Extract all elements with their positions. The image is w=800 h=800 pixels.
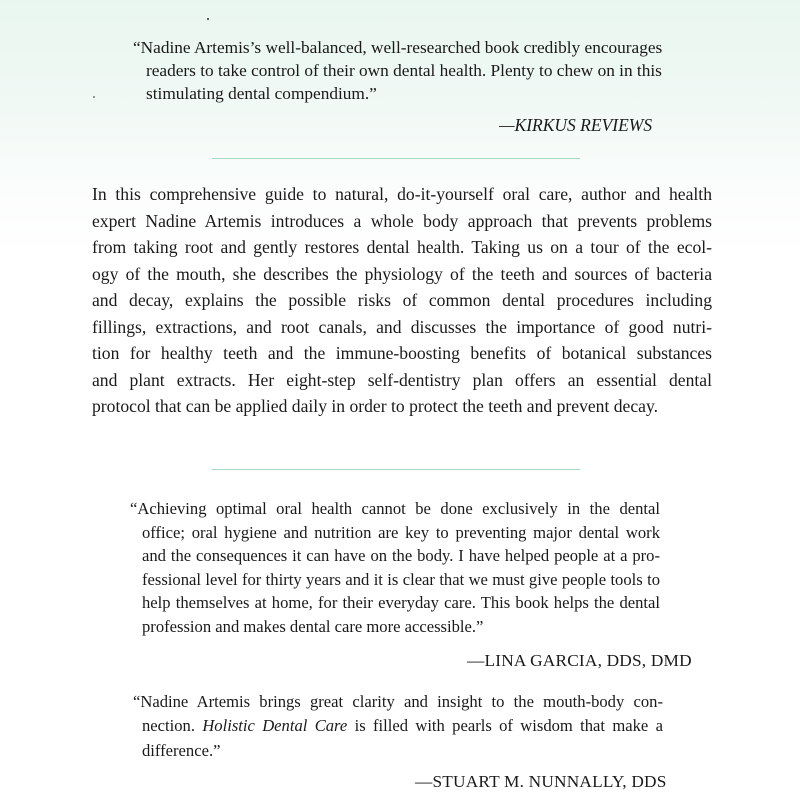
- description-line: from taking root and gently restores dental health. Taking us on a tour of the ecol-: [92, 237, 712, 257]
- endorsement-line: “Nadine Artemis brings great clarity and insight to the mouth-body con-: [133, 692, 663, 711]
- quote-line: “Nadine Artemis’s well-balanced, well-researched book credibly encourages: [133, 38, 663, 57]
- endorsement-line: profession and makes dental care more accessible.”: [142, 616, 484, 636]
- description-line: In this comprehensive guide to natural, do-it-yourself oral care, author and health: [92, 184, 712, 204]
- nunnally-attribution: —STUART M. NUNNALLY, DDS: [415, 772, 667, 791]
- quote-line: stimulating dental compendium.”: [146, 84, 377, 103]
- endorsement-line: and the consequences it can have on the body. I have helped people at a pro-: [142, 546, 660, 566]
- endorsement-line: office; oral hygiene and nutrition are key to preventing major dental work: [142, 522, 660, 542]
- book-description: [92, 181, 712, 420]
- endorsement-line: [133, 714, 663, 738]
- endorsement-line: help themselves at home, for their everyday care. This book helps the dental: [142, 593, 660, 613]
- divider-middle: [212, 469, 580, 470]
- description-line: fillings, extractions, and root canals, and discusses the importance of good nutri-: [92, 316, 712, 337]
- endorsement-text: is filled with pearls of wisdom that make a: [347, 716, 663, 736]
- description-line: expert Nadine Artemis introduces a whole body approach that prevents problems: [92, 210, 712, 231]
- endorsement-line: fessional level for thirty years and it is clear that we must give people tools to: [142, 569, 660, 589]
- nunnally-endorsement: [133, 690, 663, 763]
- description-line: tion for healthy teeth and the immune-boosting benefits of botanical substances: [92, 343, 712, 363]
- description-line: protocol that can be applied daily in order to protect the teeth and prevent decay.: [92, 396, 659, 416]
- garcia-attribution: —LINA GARCIA, DDS, DMD: [467, 651, 692, 670]
- kirkus-attribution: —KIRKUS REVIEWS: [499, 115, 653, 135]
- endorsement-line: “Achieving optimal oral health cannot be done exclusively in the dental: [130, 499, 660, 518]
- garcia-endorsement: [130, 497, 660, 639]
- endorsement-text: nection.: [142, 716, 203, 736]
- divider-top: [212, 158, 580, 159]
- quote-line: readers to take control of their own dental health. Plenty to chew on in this: [146, 61, 662, 80]
- book-title: Holistic Dental Care: [202, 716, 348, 736]
- speck: [93, 96, 95, 98]
- description-line: ogy of the mouth, she describes the physiology of the teeth and sources of bacteria: [92, 263, 712, 284]
- kirkus-review-quote: [133, 36, 673, 105]
- speck: [207, 18, 209, 20]
- description-line: and plant extracts. Her eight-step self-dentistry plan offers an essential dental: [92, 369, 712, 390]
- description-line: and decay, explains the possible risks of common dental procedures including: [92, 290, 712, 310]
- endorsement-line: difference.”: [142, 740, 221, 760]
